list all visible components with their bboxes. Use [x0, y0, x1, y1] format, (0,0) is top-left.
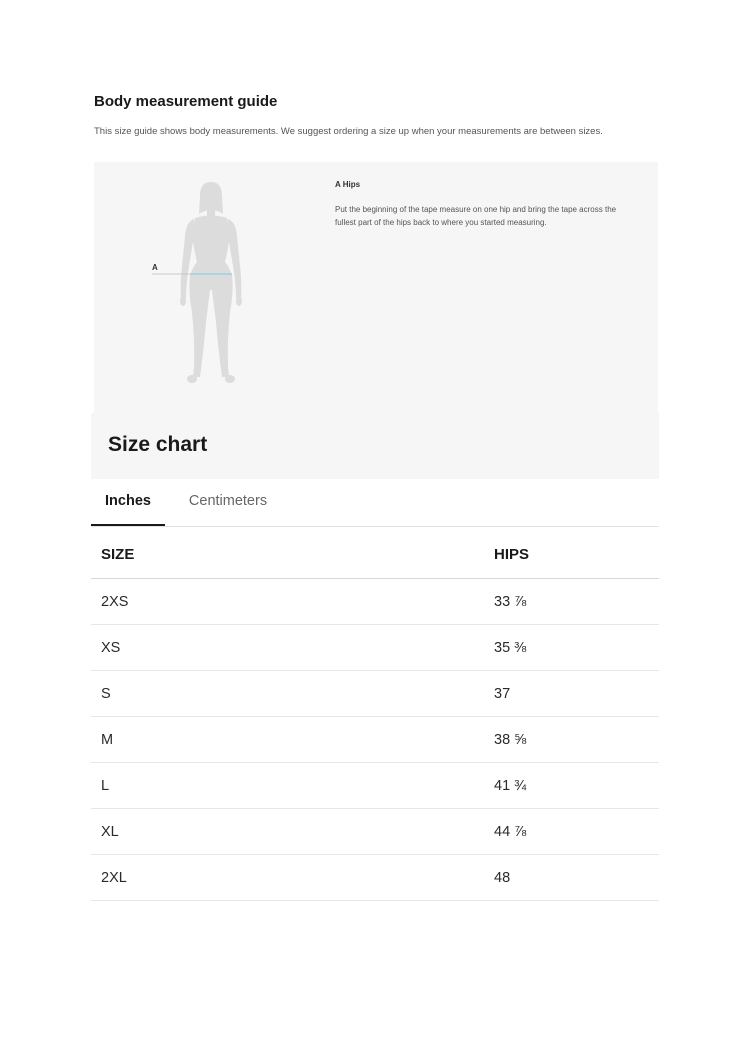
table-header-row [91, 531, 659, 579]
hips-cell: 35 ⅜ [494, 625, 659, 671]
measurement-description: Put the beginning of the tape measure on one hip and bring the tape across the fullest part of the hips back to where you started measuring. [335, 205, 617, 227]
table-row [91, 763, 659, 809]
hips-cell: 48 [494, 855, 659, 901]
size-cell: L [91, 763, 494, 809]
marker-label: A [152, 263, 158, 272]
table-row [91, 625, 659, 671]
unit-tabs [91, 480, 659, 527]
table-row [91, 855, 659, 901]
size-cell: XS [91, 625, 494, 671]
size-cell: M [91, 717, 494, 763]
size-table [91, 531, 659, 901]
guide-subtitle: This size guide shows body measurements. We suggest ordering a size up when your measurements are between sizes. [94, 126, 603, 137]
column-header-size: SIZE [91, 531, 494, 579]
size-chart-header [91, 413, 659, 479]
table-row [91, 809, 659, 855]
table-row [91, 671, 659, 717]
size-chart-title: Size chart [108, 433, 208, 456]
hips-cell: 37 [494, 671, 659, 717]
tab-inches[interactable]: Inches [91, 480, 165, 526]
female-body-silhouette-icon [94, 162, 658, 413]
size-cell: S [91, 671, 494, 717]
size-cell: 2XS [91, 579, 494, 625]
hips-cell: 38 ⅝ [494, 717, 659, 763]
hips-cell: 41 ¾ [494, 763, 659, 809]
size-cell: 2XL [91, 855, 494, 901]
hips-cell: 44 ⅞ [494, 809, 659, 855]
column-header-hips: HIPS [494, 531, 659, 579]
page-title: Body measurement guide [94, 93, 278, 110]
table-row [91, 717, 659, 763]
tab-centimeters[interactable]: Centimeters [188, 493, 268, 509]
size-cell: XL [91, 809, 494, 855]
measurement-heading: A Hips [335, 180, 361, 189]
table-row [91, 579, 659, 625]
hips-cell: 33 ⅞ [494, 579, 659, 625]
measurement-panel [94, 162, 658, 413]
